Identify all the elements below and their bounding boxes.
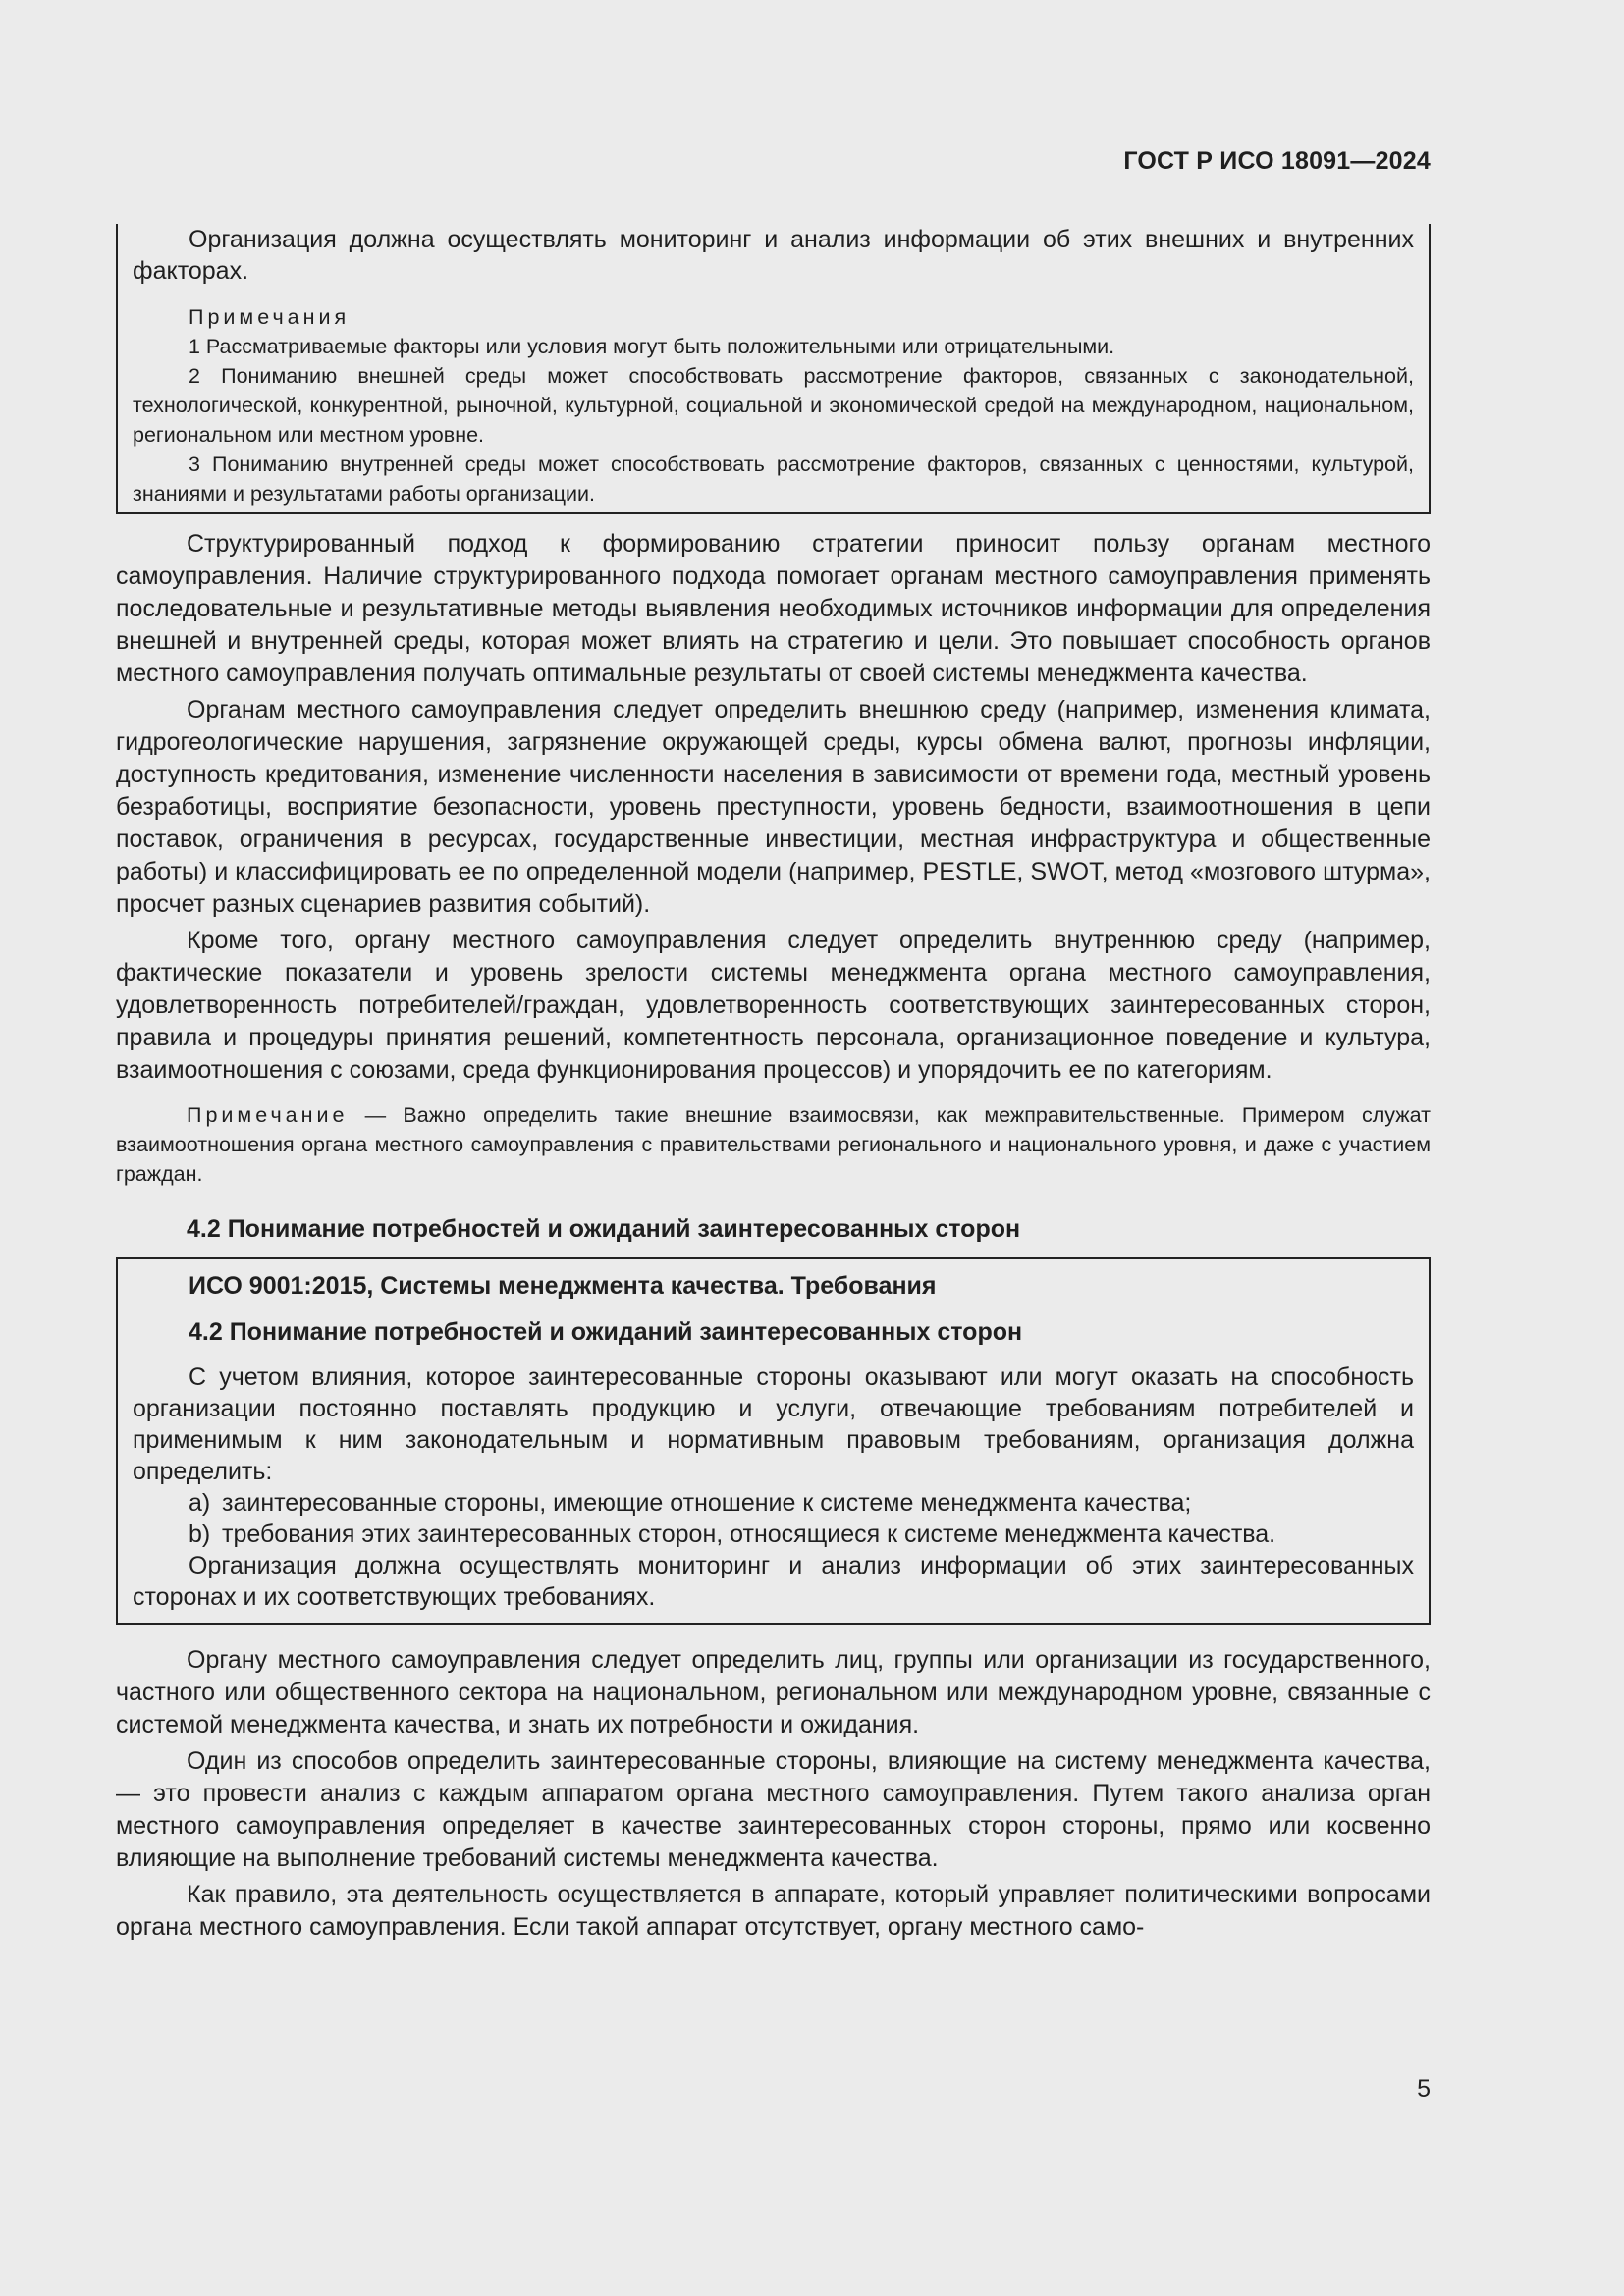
notes-title: Примечания [189, 305, 351, 329]
list-item-text: требования этих заинтересованных сторон, относящиеся к системе менеджмента качества. [222, 1521, 1276, 1548]
body-section-2 [116, 1644, 1431, 1944]
box-paragraph: С учетом влияния, которое заинтересованные стороны оказывают или могут оказать на способность организации постоянно поставлять продукцию и услуги, отвечающие требованиям потребителей и применимым к ним законодательным и нормативным правовым требованиям, организация должна определить: [133, 1363, 1414, 1485]
standard-excerpt-box [116, 1257, 1431, 1625]
box-closing: Организация должна осуществлять мониторинг и анализ информации об этих заинтересованных сторонах и их соответствующих требованиях. [133, 1552, 1414, 1611]
body-paragraph: Структурированный подход к формированию стратегии приносит пользу органам местного самоуправления. Наличие структурированного подхода помогает органам местного самоуправления применять последовательные и результативные методы выявления необходимых источников информации для определения внешней и внутренней среды, которая может влиять на стратегию и цели. Это повышает способность органов местного самоуправления получать оптимальные результаты от своей системы менеджмента качества. [116, 530, 1431, 687]
page-number: 5 [1417, 2075, 1431, 2103]
note-item: 2 Пониманию внешней среды может способствовать рассмотрение факторов, связанных с законодательной, технологической, конкурентной, рыночной, культурной, социальной и экономической средой на международном, национальном, региональном или местном уровне. [133, 364, 1414, 447]
page-content [116, 224, 1431, 1944]
box-paragraph: Организация должна осуществлять мониторинг и анализ информации об этих внешних и внутренних факторах. [133, 226, 1414, 285]
list-item-text: заинтересованные стороны, имеющие отношение к системе менеджмента качества; [222, 1489, 1192, 1517]
list-item [133, 1487, 1414, 1519]
box-title: ИСО 9001:2015, Системы менеджмента качества. Требования [189, 1272, 937, 1300]
note-item: 1 Рассматриваемые факторы или условия могут быть положительными или отрицательными. [189, 335, 1115, 358]
notes-block [133, 302, 1414, 508]
section-heading: 4.2 Понимание потребностей и ожиданий заинтересованных сторон [187, 1215, 1021, 1243]
body-paragraph: Органам местного самоуправления следует определить внешнюю среду (например, изменения климата, гидрогеологические нарушения, загрязнение окружающей среды, курсы обмена валют, прогнозы инфляции, доступность кредитования, изменение численности населения в зависимости от времени года, местный уровень безработицы, восприятие безопасности, уровень преступности, уровень бедности, взаимоотношения в цепи поставок, ограничения в ресурсах, государственные инвестиции, местная инфраструктура и общественные работы) и классифицировать ее по определенной модели (например, PESTLE, SWOT, метод «мозгового штурма», просчет разных сценариев развития событий). [116, 696, 1431, 918]
body-paragraph: Кроме того, органу местного самоуправления следует определить внутреннюю среду (например, фактические показатели и уровень зрелости системы менеджмента органа местного самоуправления, удовлетворенность потребителей/граждан, удовлетворенность соответствующих заинтересованных сторон, правила и процедуры принятия решений, компетентность персонала, организационное поведение и культура, взаимоотношения с союзами, среда функционирования процессов) и упорядочить ее по категориям. [116, 927, 1431, 1084]
document-header: ГОСТ Р ИСО 18091—2024 [1123, 147, 1431, 175]
list-item [133, 1519, 1414, 1550]
body-paragraph: Как правило, эта деятельность осуществляется в аппарате, который управляет политическими вопросами органа местного самоуправления. Если такой аппарат отсутствует, органу местного само- [116, 1881, 1431, 1941]
body-section-1 [116, 528, 1431, 1087]
note-paragraph [116, 1100, 1431, 1189]
body-paragraph: Органу местного самоуправления следует определить лиц, группы или организации из государственного, частного или общественного сектора на национальном, региональном или международном уровне, связанные с системой менеджмента качества, и знать их потребности и ожидания. [116, 1646, 1431, 1738]
body-paragraph: Один из способов определить заинтересованные стороны, влияющие на систему менеджмента качества, — это провести анализ с каждым аппаратом органа местного самоуправления. Путем такого анализа орган местного самоуправления определяет в качестве заинтересованных сторон стороны, прямо или косвенно влияющие на выполнение требований системы менеджмента качества. [116, 1747, 1431, 1872]
list-item-label: b) [189, 1521, 211, 1548]
list-item-label: a) [189, 1489, 211, 1517]
quoted-excerpt-box [116, 224, 1431, 514]
note-body: — Важно определить такие внешние взаимосвязи, как межправительственные. Примером служат взаимоотношения органа местного самоуправления с правительствами регионального и национального уровня, и даже с участием граждан. [116, 1103, 1431, 1186]
note-item: 3 Пониманию внутренней среды может способствовать рассмотрение факторов, связанных с ценностями, культурой, знаниями и результатами работы организации. [133, 453, 1414, 506]
box-subtitle: 4.2 Понимание потребностей и ожиданий заинтересованных сторон [189, 1318, 1023, 1346]
note-label: Примечание [187, 1103, 349, 1127]
